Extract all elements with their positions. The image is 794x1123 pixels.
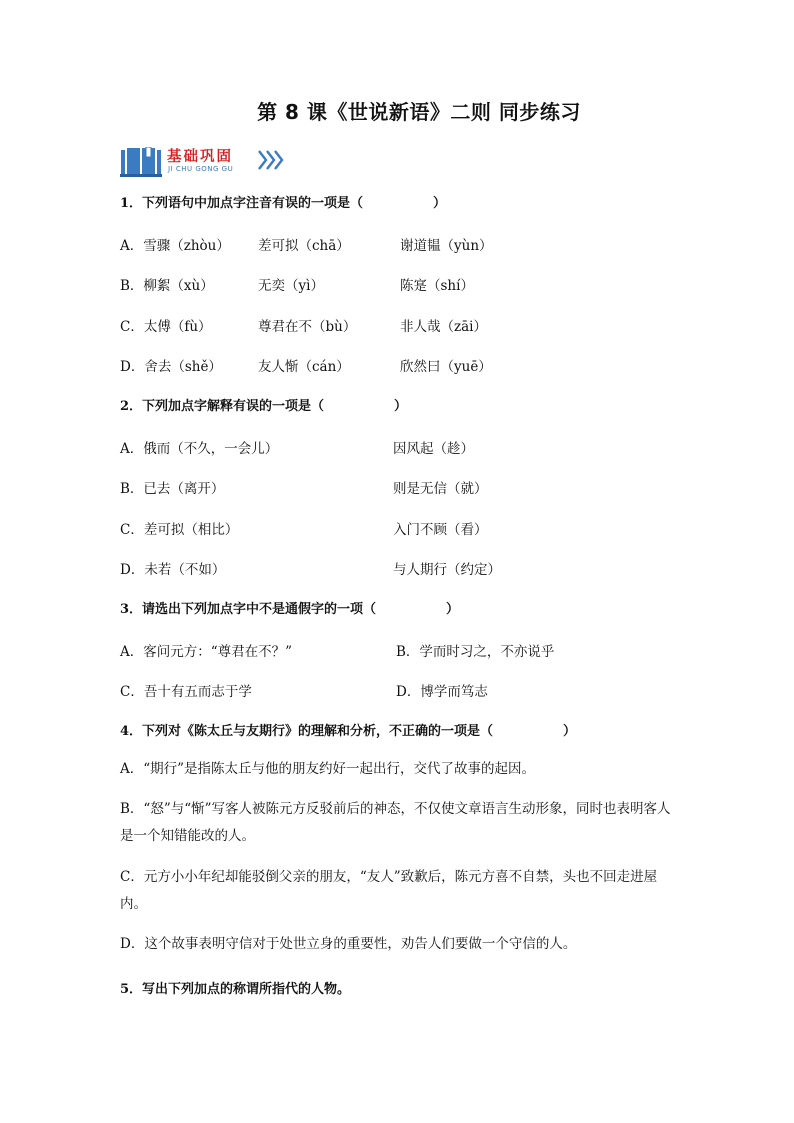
question-4-close: ）	[563, 724, 577, 739]
q1-option-b2: 无奕（yì）	[258, 278, 324, 294]
question-2-close: ）	[394, 399, 408, 414]
question-1-text: 1．下列语句中加点字注音有误的一项是（	[120, 196, 364, 211]
question-4-text: 4．下列对《陈太丘与友期行》的理解和分析，不正确的一项是（	[120, 724, 494, 739]
q2-option-b2: 则是无信（就）	[393, 481, 488, 497]
q3-option-b: B．学而时习之，不亦说乎	[396, 644, 555, 660]
q2-option-d2: 与人期行（约定）	[393, 562, 501, 578]
q1-option-b1: B．柳絮（xù）	[120, 278, 214, 294]
question-1-close: ）	[433, 196, 447, 211]
page-title: 第 8 课《世说新语》二则 同步练习	[257, 100, 581, 124]
q1-option-a2: 差可拟（chā）	[258, 238, 350, 254]
banner-title: 基础巩固	[167, 149, 233, 165]
question-3-close: ）	[446, 602, 460, 617]
question-2-stem	[120, 395, 407, 414]
question-5-stem: 5．写出下列加点的称谓所指代的人物。	[120, 982, 351, 997]
q2-option-c2: 入门不顾（看）	[393, 522, 488, 538]
chevron-right-icon	[258, 149, 284, 171]
question-2-text: 2．下列加点字解释有误的一项是（	[120, 399, 325, 414]
q2-option-c1: C．差可拟（相比）	[120, 522, 239, 538]
q2-option-a1: A．俄而（不久，一会儿）	[120, 441, 279, 457]
q1-option-d1: D．舍去（shě）	[120, 359, 222, 375]
q1-option-d2: 友人惭（cán）	[258, 359, 350, 375]
q1-option-d3: 欣然曰（yuē）	[400, 359, 492, 375]
question-3-text: 3．请选出下列加点字中不是通假字的一项（	[120, 602, 377, 617]
q2-option-d1: D．未若（不如）	[120, 562, 226, 578]
q3-option-c: C．吾十有五而志于学	[120, 684, 252, 700]
q2-option-a2: 因风起（趁）	[393, 441, 474, 457]
section-banner	[120, 145, 320, 181]
book-icon	[120, 147, 162, 177]
question-1-stem	[120, 192, 446, 211]
q1-option-a1: A．雪骤（zhòu）	[120, 238, 230, 254]
q4-option-c: C．元方小小年纪却能驳倒父亲的朋友，“友人”致歉后，陈元方喜不自禁，头也不回走进屋内。	[120, 869, 658, 912]
q3-option-a: A．客问元方：“尊君在不？”	[120, 644, 293, 660]
question-4-stem	[120, 720, 576, 739]
q2-option-b1: B．已去（离开）	[120, 481, 225, 497]
q4-option-b: B．“怒”与“惭”写客人被陈元方反驳前后的神态，不仅使文章语言生动形象，同时也表明客人是一个知错能改的人。	[120, 801, 671, 844]
q1-option-a3: 谢道韫（yùn）	[400, 238, 493, 254]
q4-option-d: D．这个故事表明守信对于处世立身的重要性，劝告人们要做一个守信的人。	[120, 936, 577, 952]
q3-option-d: D．博学而笃志	[396, 684, 488, 700]
q1-option-c1: C．太傅（fù）	[120, 319, 212, 335]
banner-subtitle: JI CHU GONG GU	[168, 165, 234, 173]
question-3-stem	[120, 598, 459, 617]
q1-option-c2: 尊君在不（bù）	[258, 319, 357, 335]
q1-option-c3: 非人哉（zāi）	[400, 319, 487, 335]
q4-option-a: A．“期行”是指陈太丘与他的朋友约好一起出行，交代了故事的起因。	[120, 761, 536, 777]
q1-option-b3: 陈寔（shí）	[400, 278, 474, 294]
